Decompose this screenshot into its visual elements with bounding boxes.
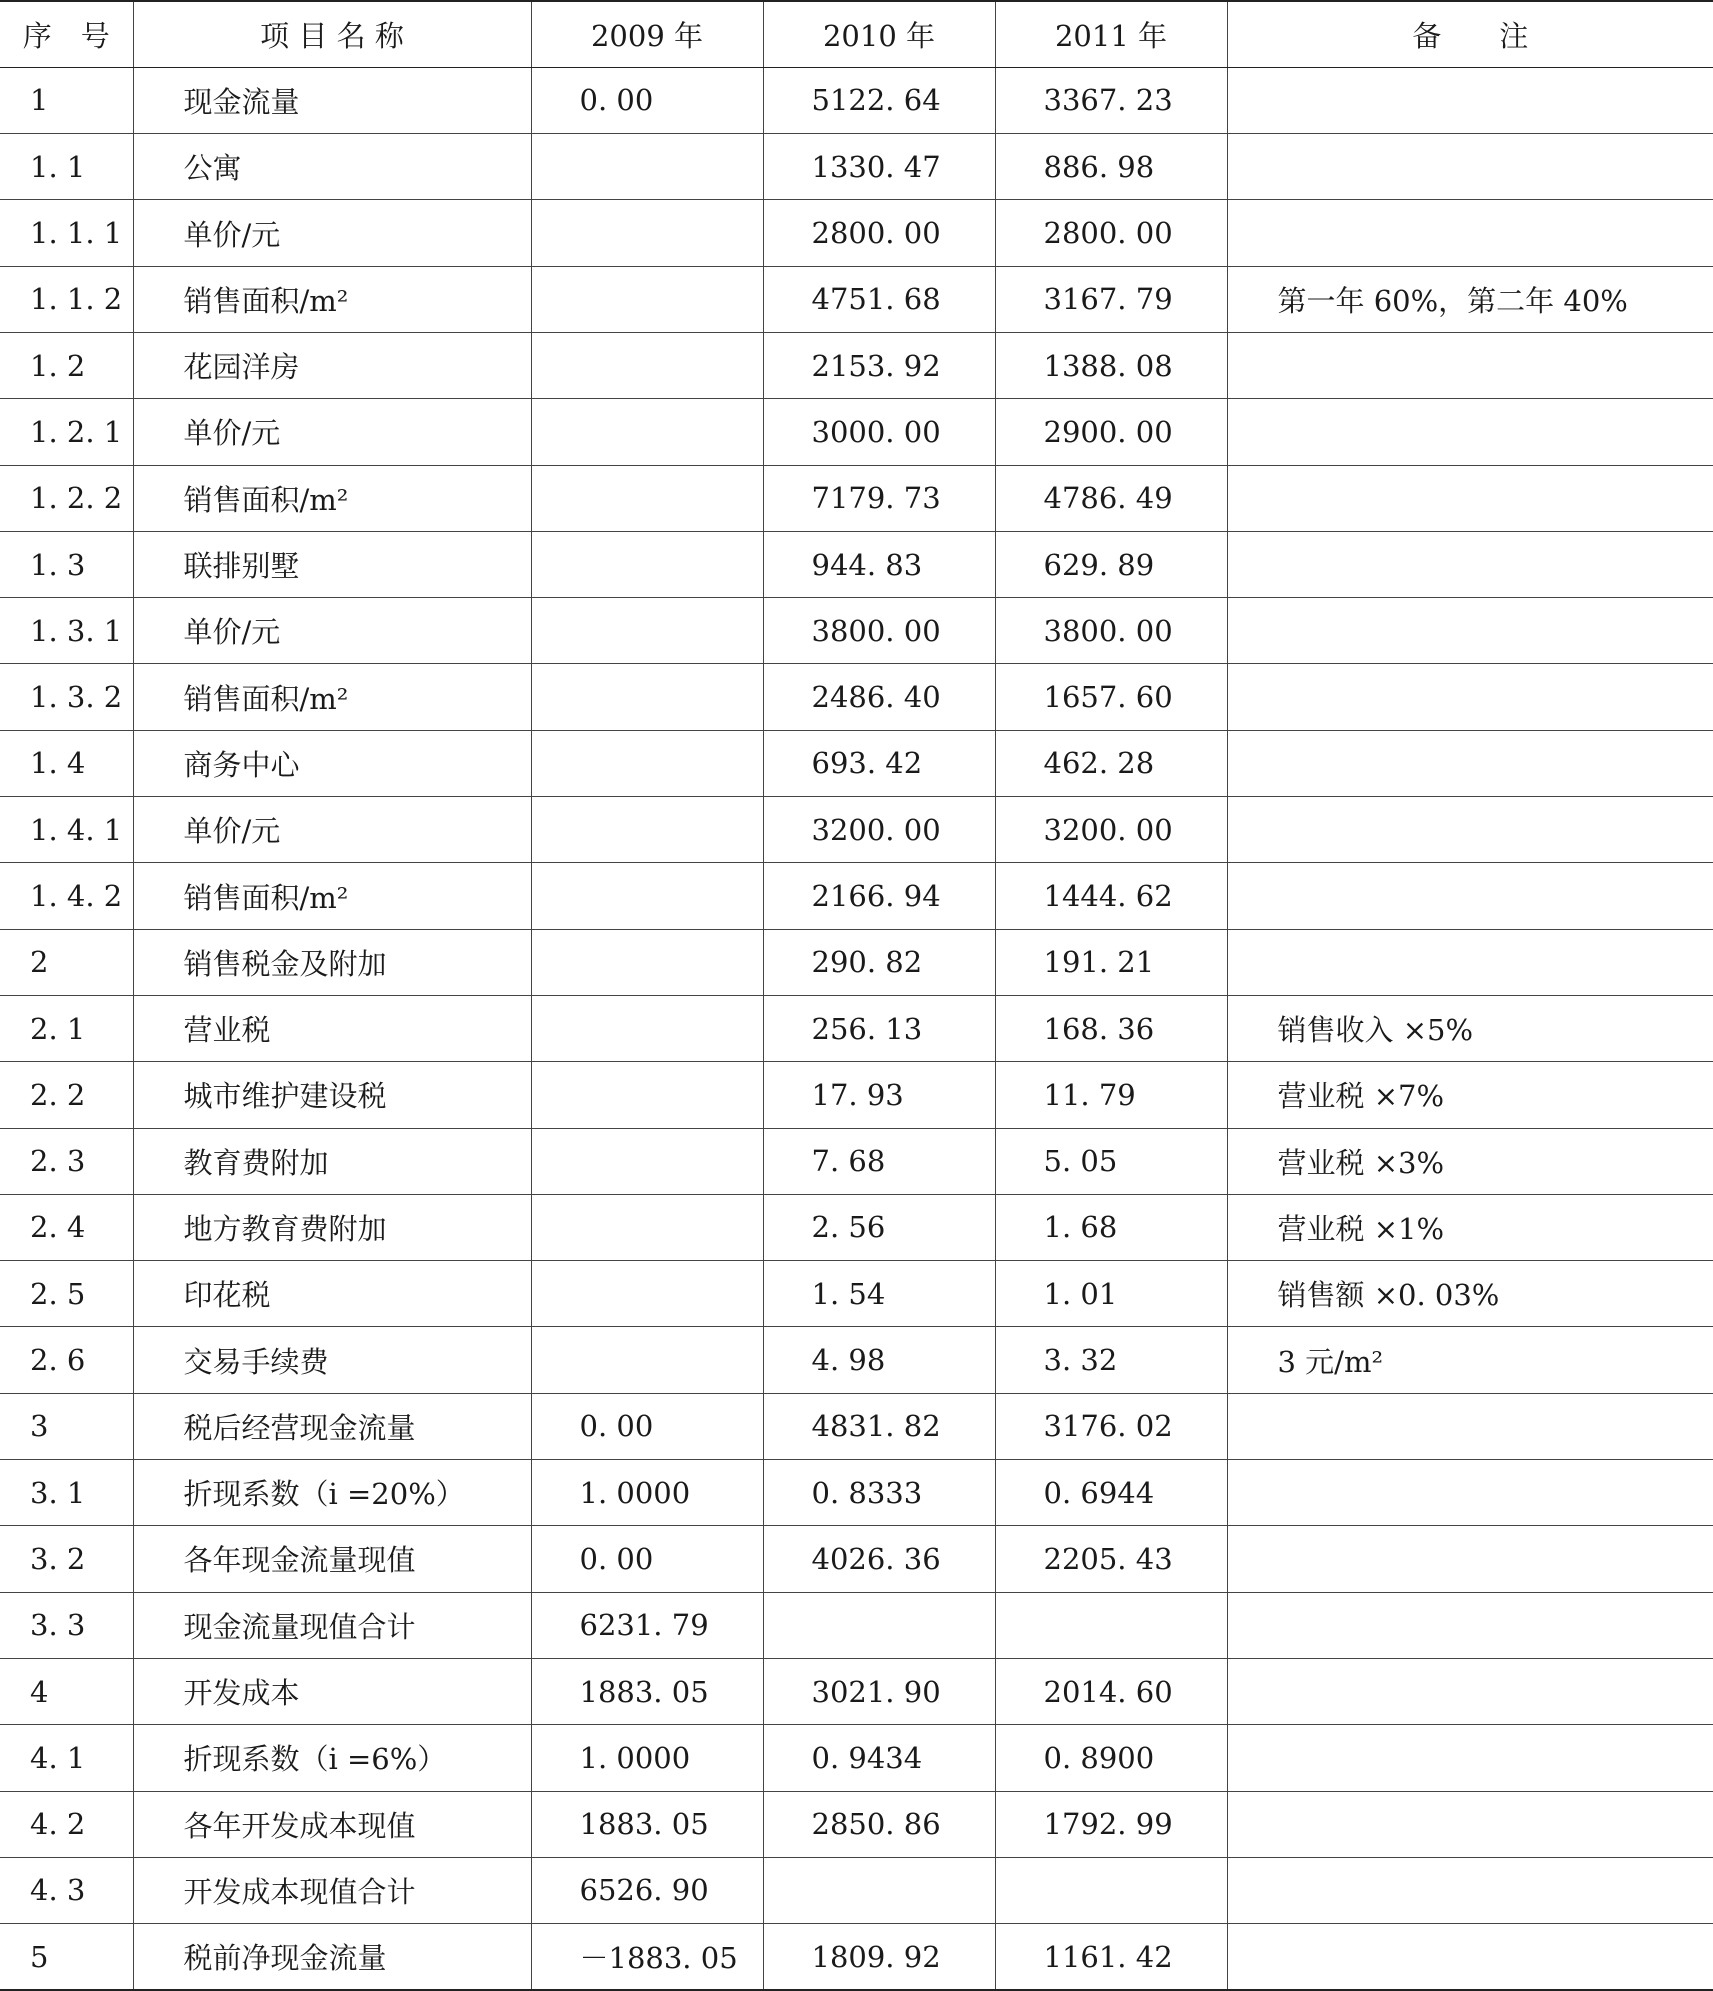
row-value-2011: 462. 28: [995, 730, 1227, 796]
table-row: [0, 1658, 1713, 1724]
row-seq: 3. 2: [0, 1526, 133, 1592]
row-item-name: 单价/元: [133, 200, 531, 266]
row-seq: 2. 5: [0, 1261, 133, 1327]
table-row: [0, 995, 1713, 1061]
row-note: 3 元/m²: [1227, 1327, 1713, 1393]
row-note: 营业税 ×7%: [1227, 1062, 1713, 1128]
row-item-name: 折现系数（i =20%）: [133, 1460, 531, 1526]
row-value-2011: 5. 05: [995, 1128, 1227, 1194]
row-note: 第一年 60%，第二年 40%: [1227, 266, 1713, 332]
row-value-2009: 6526. 90: [531, 1857, 763, 1923]
row-item-name: 各年现金流量现值: [133, 1526, 531, 1592]
row-value-2009: 1. 0000: [531, 1460, 763, 1526]
row-value-2010: 0. 8333: [763, 1460, 995, 1526]
row-note: 营业税 ×1%: [1227, 1194, 1713, 1260]
table-row: [0, 1062, 1713, 1128]
row-value-2009: [531, 531, 763, 597]
row-note: [1227, 863, 1713, 929]
row-value-2009: [531, 134, 763, 200]
row-note: [1227, 200, 1713, 266]
row-note: 销售收入 ×5%: [1227, 995, 1713, 1061]
row-seq: 1. 2: [0, 332, 133, 398]
row-note: [1227, 797, 1713, 863]
row-seq: 1. 4. 2: [0, 863, 133, 929]
row-item-name: 公寓: [133, 134, 531, 200]
row-value-2009: [531, 1194, 763, 1260]
row-note: [1227, 1658, 1713, 1724]
row-seq: 1. 3: [0, 531, 133, 597]
table-row: [0, 134, 1713, 200]
row-seq: 2. 2: [0, 1062, 133, 1128]
row-item-name: 营业税: [133, 995, 531, 1061]
row-seq: 2. 3: [0, 1128, 133, 1194]
row-value-2011: 3176. 02: [995, 1393, 1227, 1459]
row-seq: 1. 2. 2: [0, 465, 133, 531]
table-row: [0, 1526, 1713, 1592]
row-value-2011: 1. 68: [995, 1194, 1227, 1260]
row-value-2009: [531, 399, 763, 465]
row-item-name: 地方教育费附加: [133, 1194, 531, 1260]
row-value-2010: 4. 98: [763, 1327, 995, 1393]
table-row: [0, 1857, 1713, 1923]
table-row: [0, 929, 1713, 995]
row-value-2010: 4831. 82: [763, 1393, 995, 1459]
row-seq: 4. 2: [0, 1791, 133, 1857]
row-seq: 2. 4: [0, 1194, 133, 1260]
row-value-2011: 0. 8900: [995, 1725, 1227, 1791]
row-value-2010: 5122. 64: [763, 67, 995, 133]
row-value-2010: 0. 9434: [763, 1725, 995, 1791]
row-value-2009: 0. 00: [531, 1393, 763, 1459]
row-item-name: 销售面积/m²: [133, 465, 531, 531]
row-value-2010: 3021. 90: [763, 1658, 995, 1724]
row-value-2010: 2486. 40: [763, 664, 995, 730]
row-value-2009: [531, 929, 763, 995]
row-value-2011: 1792. 99: [995, 1791, 1227, 1857]
table-row: [0, 399, 1713, 465]
table-row: [0, 863, 1713, 929]
row-note: [1227, 1393, 1713, 1459]
row-note: [1227, 332, 1713, 398]
row-value-2011: 3367. 23: [995, 67, 1227, 133]
table-row: [0, 664, 1713, 730]
row-item-name: 联排别墅: [133, 531, 531, 597]
row-item-name: 现金流量现值合计: [133, 1592, 531, 1658]
row-seq: 2. 6: [0, 1327, 133, 1393]
header-2009: 2009 年: [531, 1, 763, 67]
row-value-2009: [531, 332, 763, 398]
row-value-2010: 3000. 00: [763, 399, 995, 465]
row-note: [1227, 134, 1713, 200]
row-item-name: 商务中心: [133, 730, 531, 796]
row-seq: 4. 1: [0, 1725, 133, 1791]
row-item-name: 现金流量: [133, 67, 531, 133]
row-value-2011: 2014. 60: [995, 1658, 1227, 1724]
row-value-2010: 1809. 92: [763, 1924, 995, 1990]
header-note: 备 注: [1227, 1, 1713, 67]
row-value-2011: 629. 89: [995, 531, 1227, 597]
table-row: [0, 1261, 1713, 1327]
header-2010: 2010 年: [763, 1, 995, 67]
row-value-2010: [763, 1857, 995, 1923]
row-seq: 3: [0, 1393, 133, 1459]
row-value-2009: [531, 797, 763, 863]
row-value-2011: 1444. 62: [995, 863, 1227, 929]
row-value-2010: 944. 83: [763, 531, 995, 597]
row-value-2010: 4026. 36: [763, 1526, 995, 1592]
row-seq: 1. 3. 2: [0, 664, 133, 730]
row-seq: 1. 3. 1: [0, 598, 133, 664]
table-row: [0, 1725, 1713, 1791]
row-note: [1227, 1924, 1713, 1990]
row-value-2010: 256. 13: [763, 995, 995, 1061]
row-note: [1227, 67, 1713, 133]
row-value-2009: [531, 730, 763, 796]
row-seq: 2. 1: [0, 995, 133, 1061]
row-value-2011: 11. 79: [995, 1062, 1227, 1128]
row-value-2011: 4786. 49: [995, 465, 1227, 531]
row-value-2010: 693. 42: [763, 730, 995, 796]
row-item-name: 教育费附加: [133, 1128, 531, 1194]
row-item-name: 开发成本现值合计: [133, 1857, 531, 1923]
row-note: 销售额 ×0. 03%: [1227, 1261, 1713, 1327]
table-row: [0, 1791, 1713, 1857]
row-value-2010: 7. 68: [763, 1128, 995, 1194]
header-seq: 序 号: [0, 1, 133, 67]
row-value-2009: [531, 598, 763, 664]
row-value-2009: －1883. 05: [531, 1924, 763, 1990]
row-value-2009: [531, 1128, 763, 1194]
row-value-2009: [531, 465, 763, 531]
table-body: [0, 67, 1713, 1990]
table-row: [0, 797, 1713, 863]
table-row: [0, 465, 1713, 531]
row-seq: 4. 3: [0, 1857, 133, 1923]
row-item-name: 销售税金及附加: [133, 929, 531, 995]
row-value-2011: 1388. 08: [995, 332, 1227, 398]
row-value-2010: 2153. 92: [763, 332, 995, 398]
row-seq: 1. 4. 1: [0, 797, 133, 863]
row-note: [1227, 1460, 1713, 1526]
row-value-2010: 17. 93: [763, 1062, 995, 1128]
row-item-name: 税后经营现金流量: [133, 1393, 531, 1459]
row-value-2009: [531, 266, 763, 332]
row-value-2011: 3200. 00: [995, 797, 1227, 863]
row-value-2010: [763, 1592, 995, 1658]
table-row: [0, 531, 1713, 597]
row-value-2009: [531, 995, 763, 1061]
row-value-2009: [531, 1062, 763, 1128]
row-value-2009: 0. 00: [531, 1526, 763, 1592]
row-value-2011: 168. 36: [995, 995, 1227, 1061]
row-value-2010: 2166. 94: [763, 863, 995, 929]
row-value-2010: 290. 82: [763, 929, 995, 995]
row-seq: 1. 1. 1: [0, 200, 133, 266]
header-name: 项 目 名 称: [133, 1, 531, 67]
row-value-2010: 4751. 68: [763, 266, 995, 332]
row-value-2011: 2205. 43: [995, 1526, 1227, 1592]
table-row: [0, 1128, 1713, 1194]
row-note: [1227, 531, 1713, 597]
row-value-2011: 0. 6944: [995, 1460, 1227, 1526]
table-row: [0, 730, 1713, 796]
row-note: [1227, 1791, 1713, 1857]
row-value-2011: 3800. 00: [995, 598, 1227, 664]
table-row: [0, 332, 1713, 398]
row-note: [1227, 664, 1713, 730]
table-row: [0, 67, 1713, 133]
table-row: [0, 1924, 1713, 1990]
header-2011: 2011 年: [995, 1, 1227, 67]
row-value-2009: 6231. 79: [531, 1592, 763, 1658]
row-note: [1227, 1592, 1713, 1658]
table-row: [0, 1327, 1713, 1393]
row-item-name: 销售面积/m²: [133, 266, 531, 332]
row-seq: 5: [0, 1924, 133, 1990]
row-value-2011: 3167. 79: [995, 266, 1227, 332]
row-value-2010: 1330. 47: [763, 134, 995, 200]
row-value-2011: 2800. 00: [995, 200, 1227, 266]
row-value-2010: 1. 54: [763, 1261, 995, 1327]
row-item-name: 城市维护建设税: [133, 1062, 531, 1128]
row-item-name: 开发成本: [133, 1658, 531, 1724]
row-seq: 1. 4: [0, 730, 133, 796]
header-row: [0, 1, 1713, 67]
table-row: [0, 598, 1713, 664]
row-item-name: 折现系数（i =6%）: [133, 1725, 531, 1791]
row-value-2011: 1. 01: [995, 1261, 1227, 1327]
row-item-name: 单价/元: [133, 399, 531, 465]
row-value-2011: [995, 1592, 1227, 1658]
row-value-2010: 7179. 73: [763, 465, 995, 531]
row-note: [1227, 399, 1713, 465]
row-value-2009: [531, 664, 763, 730]
row-seq: 1. 1. 2: [0, 266, 133, 332]
row-value-2010: 2850. 86: [763, 1791, 995, 1857]
row-note: [1227, 1725, 1713, 1791]
row-value-2010: 2800. 00: [763, 200, 995, 266]
row-value-2011: 886. 98: [995, 134, 1227, 200]
row-seq: 4: [0, 1658, 133, 1724]
row-seq: 1. 2. 1: [0, 399, 133, 465]
row-note: 营业税 ×3%: [1227, 1128, 1713, 1194]
row-seq: 1. 1: [0, 134, 133, 200]
row-item-name: 销售面积/m²: [133, 863, 531, 929]
row-note: [1227, 730, 1713, 796]
table-row: [0, 266, 1713, 332]
row-value-2011: 3. 32: [995, 1327, 1227, 1393]
row-value-2009: [531, 1327, 763, 1393]
row-value-2010: 2. 56: [763, 1194, 995, 1260]
row-seq: 3. 1: [0, 1460, 133, 1526]
row-value-2011: 191. 21: [995, 929, 1227, 995]
row-item-name: 单价/元: [133, 797, 531, 863]
row-value-2011: 1657. 60: [995, 664, 1227, 730]
row-value-2009: 1. 0000: [531, 1725, 763, 1791]
row-seq: 1: [0, 67, 133, 133]
row-value-2009: 0. 00: [531, 67, 763, 133]
row-value-2009: [531, 200, 763, 266]
row-item-name: 销售面积/m²: [133, 664, 531, 730]
row-item-name: 花园洋房: [133, 332, 531, 398]
row-note: [1227, 1857, 1713, 1923]
row-item-name: 印花税: [133, 1261, 531, 1327]
row-value-2011: [995, 1857, 1227, 1923]
row-seq: 3. 3: [0, 1592, 133, 1658]
row-value-2009: [531, 1261, 763, 1327]
row-note: [1227, 598, 1713, 664]
row-item-name: 交易手续费: [133, 1327, 531, 1393]
row-note: [1227, 929, 1713, 995]
row-value-2009: [531, 863, 763, 929]
row-item-name: 税前净现金流量: [133, 1924, 531, 1990]
table-row: [0, 1460, 1713, 1526]
row-note: [1227, 465, 1713, 531]
row-value-2011: 1161. 42: [995, 1924, 1227, 1990]
row-value-2010: 3800. 00: [763, 598, 995, 664]
table-row: [0, 1592, 1713, 1658]
row-value-2011: 2900. 00: [995, 399, 1227, 465]
row-value-2009: 1883. 05: [531, 1791, 763, 1857]
row-value-2009: 1883. 05: [531, 1658, 763, 1724]
table-row: [0, 200, 1713, 266]
row-item-name: 各年开发成本现值: [133, 1791, 531, 1857]
row-note: [1227, 1526, 1713, 1592]
row-seq: 2: [0, 929, 133, 995]
table-row: [0, 1194, 1713, 1260]
table-row: [0, 1393, 1713, 1459]
row-item-name: 单价/元: [133, 598, 531, 664]
row-value-2010: 3200. 00: [763, 797, 995, 863]
